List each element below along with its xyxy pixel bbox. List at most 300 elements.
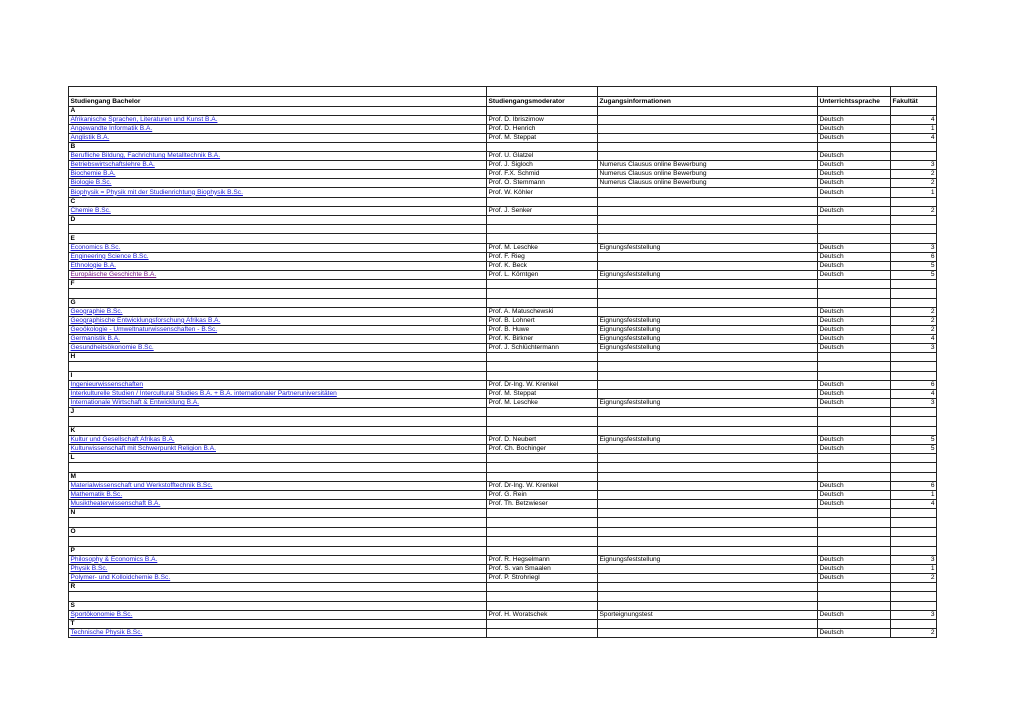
access-cell: Eignungsfeststellung — [598, 334, 818, 343]
faculty-cell: 2 — [891, 573, 937, 582]
moderator-cell: Prof. O. Stemmann — [487, 179, 598, 188]
program-cell — [69, 564, 487, 573]
program-link[interactable]: Economics B.Sc. — [70, 243, 121, 251]
moderator-cell: Prof. B. Huwe — [487, 325, 598, 334]
moderator-cell: Prof. J. Senker — [487, 206, 598, 215]
moderator-cell: Prof. Th. Betzwieser — [487, 500, 598, 509]
program-cell — [69, 435, 487, 444]
empty-cell — [891, 197, 937, 206]
letter-row — [69, 426, 937, 435]
empty-cell — [891, 601, 937, 610]
empty-cell — [818, 298, 891, 307]
moderator-cell: Prof. H. Woratschek — [487, 610, 598, 619]
empty-cell — [487, 408, 598, 417]
empty-cell — [487, 527, 598, 536]
spacer-row — [69, 463, 937, 473]
faculty-cell: 2 — [891, 170, 937, 179]
empty-cell — [487, 546, 598, 555]
faculty-cell: 2 — [891, 179, 937, 188]
program-cell — [69, 316, 487, 325]
empty-cell — [891, 279, 937, 288]
program-link[interactable]: Philosophy & Economics B.A. — [70, 555, 158, 563]
letter-heading: A — [69, 106, 487, 115]
language-cell: Deutsch — [818, 628, 891, 637]
program-cell — [69, 161, 487, 170]
program-cell — [69, 573, 487, 582]
table-row — [69, 252, 937, 261]
empty-cell — [891, 224, 937, 234]
moderator-cell: Prof. Dr-Ing. W. Krenkel — [487, 380, 598, 389]
empty-cell — [818, 518, 891, 528]
access-cell — [598, 252, 818, 261]
faculty-cell: 4 — [891, 390, 937, 399]
language-cell: Deutsch — [818, 243, 891, 252]
language-cell: Deutsch — [818, 491, 891, 500]
letter-heading: O — [69, 527, 487, 536]
language-cell: Deutsch — [818, 344, 891, 353]
empty-cell — [818, 106, 891, 115]
faculty-cell: 1 — [891, 491, 937, 500]
empty-cell — [69, 537, 487, 547]
empty-cell — [598, 509, 818, 518]
program-cell — [69, 252, 487, 261]
empty-cell — [891, 546, 937, 555]
language-cell: Deutsch — [818, 555, 891, 564]
program-cell — [69, 270, 487, 279]
empty-cell — [487, 509, 598, 518]
letter-row — [69, 582, 937, 591]
table-row — [69, 188, 937, 197]
access-cell: Numerus Clausus online Bewerbung — [598, 179, 818, 188]
moderator-cell: Prof. K. Birkner — [487, 334, 598, 343]
empty-cell — [818, 454, 891, 463]
program-link[interactable]: Geoökologie - Umweltnaturwissenschaften - B.Sc. — [70, 325, 218, 333]
empty-cell — [487, 288, 598, 298]
empty-cell — [598, 197, 818, 206]
language-cell: Deutsch — [818, 124, 891, 133]
language-cell: Deutsch — [818, 307, 891, 316]
empty-cell — [598, 527, 818, 536]
access-cell — [598, 115, 818, 124]
faculty-cell: 5 — [891, 270, 937, 279]
access-cell — [598, 261, 818, 270]
empty-cell — [598, 592, 818, 602]
faculty-cell: 5 — [891, 445, 937, 454]
letter-heading: T — [69, 619, 487, 628]
program-link[interactable]: Musiktheaterwissenschaft B.A. — [70, 500, 161, 508]
empty-cell — [487, 601, 598, 610]
table-row — [69, 628, 937, 637]
empty-cell — [487, 353, 598, 362]
moderator-cell: Prof. J. Schlüchtermann — [487, 344, 598, 353]
table-row — [69, 500, 937, 509]
letter-row — [69, 234, 937, 243]
empty-cell — [598, 362, 818, 372]
program-link[interactable]: Angewandte Informatik B.A. — [70, 124, 153, 132]
table-row — [69, 270, 937, 279]
program-cell — [69, 243, 487, 252]
program-cell — [69, 445, 487, 454]
empty-cell — [598, 353, 818, 362]
access-cell — [598, 188, 818, 197]
letter-heading: R — [69, 582, 487, 591]
empty-cell — [891, 582, 937, 591]
moderator-cell: Prof. W. Köhler — [487, 188, 598, 197]
language-cell: Deutsch — [818, 500, 891, 509]
language-cell: Deutsch — [818, 610, 891, 619]
empty-cell — [818, 426, 891, 435]
program-link[interactable]: Kultur und Gesellschaft Afrikas B.A. — [70, 436, 175, 444]
moderator-cell: Prof. Ch. Bochinger — [487, 445, 598, 454]
table-row — [69, 307, 937, 316]
empty-cell — [818, 592, 891, 602]
empty-cell — [818, 279, 891, 288]
faculty-cell: 2 — [891, 206, 937, 215]
language-cell: Deutsch — [818, 170, 891, 179]
program-link[interactable]: Engineering Science B.Sc. — [70, 252, 149, 260]
table-row — [69, 243, 937, 252]
empty-cell — [598, 408, 818, 417]
empty-cell — [598, 371, 818, 380]
empty-cell — [487, 142, 598, 151]
empty-cell — [818, 537, 891, 547]
empty-cell — [818, 224, 891, 234]
empty-cell — [818, 601, 891, 610]
language-cell: Deutsch — [818, 133, 891, 142]
program-cell — [69, 491, 487, 500]
access-cell: Eignungsfeststellung — [598, 325, 818, 334]
program-cell — [69, 481, 487, 490]
empty-cell — [891, 463, 937, 473]
program-link[interactable]: Biochemie B.A. — [70, 170, 116, 178]
faculty-cell: 6 — [891, 380, 937, 389]
letter-row — [69, 601, 937, 610]
table-row — [69, 170, 937, 179]
letter-heading: I — [69, 371, 487, 380]
program-link[interactable]: Biophysik = Physik mit der Studienrichtung Biophysik B.Sc. — [70, 188, 243, 196]
empty-cell — [598, 454, 818, 463]
language-cell: Deutsch — [818, 179, 891, 188]
faculty-cell: 3 — [891, 344, 937, 353]
empty-cell — [891, 106, 937, 115]
spacer-row — [69, 518, 937, 528]
program-cell — [69, 152, 487, 161]
table-row — [69, 344, 937, 353]
empty-cell — [891, 426, 937, 435]
empty-cell — [598, 298, 818, 307]
faculty-cell: 4 — [891, 133, 937, 142]
program-cell — [69, 390, 487, 399]
program-cell — [69, 344, 487, 353]
spacer-row — [69, 592, 937, 602]
access-cell: Sporteignungstest — [598, 610, 818, 619]
letter-heading: G — [69, 298, 487, 307]
letter-heading: J — [69, 408, 487, 417]
empty-cell — [598, 619, 818, 628]
empty-cell — [487, 279, 598, 288]
access-cell: Eignungsfeststellung — [598, 243, 818, 252]
moderator-cell: Prof. A. Matuschewski — [487, 307, 598, 316]
program-link[interactable]: Ingenieurwissenschaften — [70, 381, 144, 388]
moderator-cell: Prof. D. Henrich — [487, 124, 598, 133]
empty-cell — [891, 298, 937, 307]
empty-cell — [891, 518, 937, 528]
program-link[interactable]: Berufliche Bildung, Fachrichtung Metalltechnik B.A. — [70, 152, 221, 160]
letter-row — [69, 619, 937, 628]
spacer-row — [69, 417, 937, 427]
table-row — [69, 445, 937, 454]
program-link[interactable]: Gesundheitsökonomie B.Sc. — [70, 344, 154, 352]
access-cell — [598, 133, 818, 142]
access-cell — [598, 628, 818, 637]
empty-cell — [598, 546, 818, 555]
empty-cell — [818, 353, 891, 362]
empty-cell — [891, 592, 937, 602]
empty-cell — [487, 215, 598, 224]
moderator-cell — [487, 628, 598, 637]
table-row — [69, 610, 937, 619]
letter-row — [69, 142, 937, 151]
empty-cell — [598, 472, 818, 481]
access-cell: Eignungsfeststellung — [598, 555, 818, 564]
language-cell: Deutsch — [818, 445, 891, 454]
moderator-cell: Prof. Dr-Ing. W. Krenkel — [487, 481, 598, 490]
program-link[interactable]: Europäische Geschichte B.A. — [70, 270, 157, 278]
moderator-cell: Prof. J. Sigloch — [487, 161, 598, 170]
empty-cell — [487, 234, 598, 243]
access-cell — [598, 152, 818, 161]
access-cell: Numerus Clausus online Bewerbung — [598, 170, 818, 179]
moderator-cell: Prof. D. Neubert — [487, 435, 598, 444]
faculty-cell: 2 — [891, 307, 937, 316]
empty-cell — [598, 463, 818, 473]
empty-cell — [818, 362, 891, 372]
program-link[interactable]: Sportökonomie B.Sc. — [70, 610, 133, 618]
table-row — [69, 564, 937, 573]
empty-cell — [818, 234, 891, 243]
language-cell: Deutsch — [818, 564, 891, 573]
spacer-row — [69, 288, 937, 298]
letter-heading: M — [69, 472, 487, 481]
program-link[interactable]: Materialwissenschaft und Werkstofftechnik B.Sc. — [70, 482, 213, 490]
program-link[interactable]: Mathematik B.Sc. — [70, 491, 123, 499]
header-faculty: Fakultät — [891, 96, 937, 106]
spacer-row — [69, 224, 937, 234]
program-link[interactable]: Geographische Entwicklungsforschung Afrikas B.A. — [70, 316, 221, 324]
program-link[interactable]: Geographie B.Sc. — [70, 307, 123, 315]
language-cell: Deutsch — [818, 325, 891, 334]
table-row — [69, 435, 937, 444]
header-access: Zugangsinformationen — [598, 96, 818, 106]
empty-cell — [487, 417, 598, 427]
empty-cell — [818, 527, 891, 536]
empty-cell — [818, 288, 891, 298]
empty-cell — [598, 426, 818, 435]
letter-row — [69, 509, 937, 518]
table-row — [69, 316, 937, 325]
empty-cell — [818, 142, 891, 151]
access-cell: Eignungsfeststellung — [598, 344, 818, 353]
empty-cell — [69, 417, 487, 427]
program-link[interactable]: Biologie B.Sc. — [70, 179, 112, 187]
empty-cell — [487, 619, 598, 628]
program-link[interactable]: Interkulturelle Studien / Intercultural Studies B.A. + B.A. internationaler Partneruniversitäten — [70, 390, 337, 398]
faculty-cell: 1 — [891, 124, 937, 133]
letter-row — [69, 472, 937, 481]
empty-cell — [487, 582, 598, 591]
empty-cell — [598, 537, 818, 547]
program-link[interactable]: Anglistik B.A. — [70, 133, 110, 141]
moderator-cell: Prof. U. Glatzel — [487, 152, 598, 161]
empty-cell — [487, 362, 598, 372]
empty-cell — [598, 224, 818, 234]
faculty-cell: 3 — [891, 610, 937, 619]
language-cell: Deutsch — [818, 435, 891, 444]
program-cell — [69, 628, 487, 637]
empty-cell — [818, 371, 891, 380]
table-row — [69, 261, 937, 270]
faculty-cell: 6 — [891, 481, 937, 490]
faculty-cell: 3 — [891, 399, 937, 408]
faculty-cell: 5 — [891, 261, 937, 270]
empty-cell — [891, 215, 937, 224]
empty-cell — [891, 527, 937, 536]
letter-heading: N — [69, 509, 487, 518]
faculty-cell: 3 — [891, 555, 937, 564]
bachelor-programs-table — [68, 86, 937, 638]
empty-cell — [598, 417, 818, 427]
empty-cell — [598, 234, 818, 243]
empty-cell — [487, 472, 598, 481]
table-row — [69, 491, 937, 500]
moderator-cell: Prof. R. Hegselmann — [487, 555, 598, 564]
faculty-cell — [891, 152, 937, 161]
empty-cell — [487, 197, 598, 206]
moderator-cell: Prof. L. Körntgen — [487, 270, 598, 279]
spreadsheet-page — [68, 86, 936, 638]
program-link[interactable]: Ethnologie B.A. — [70, 261, 116, 269]
program-cell — [69, 124, 487, 133]
moderator-cell: Prof. S. van Smaalen — [487, 564, 598, 573]
access-cell — [598, 206, 818, 215]
moderator-cell: Prof. D. Ibriszimow — [487, 115, 598, 124]
letter-row — [69, 371, 937, 380]
empty-cell — [598, 142, 818, 151]
access-cell — [598, 445, 818, 454]
letter-heading: E — [69, 234, 487, 243]
empty-cell — [818, 408, 891, 417]
empty-cell — [818, 619, 891, 628]
moderator-cell: Prof. M. Steppat — [487, 390, 598, 399]
spacer-row — [69, 362, 937, 372]
language-cell: Deutsch — [818, 399, 891, 408]
table-row — [69, 179, 937, 188]
program-link[interactable]: Internationale Wirtschaft & Entwicklung B.A. — [70, 399, 200, 407]
access-cell: Numerus Clausus online Bewerbung — [598, 161, 818, 170]
language-cell: Deutsch — [818, 316, 891, 325]
empty-cell — [487, 426, 598, 435]
empty-cell — [487, 537, 598, 547]
empty-cell — [818, 546, 891, 555]
empty-cell — [818, 463, 891, 473]
empty-cell — [69, 518, 487, 528]
access-cell — [598, 380, 818, 389]
access-cell — [598, 564, 818, 573]
language-cell: Deutsch — [818, 152, 891, 161]
program-link[interactable]: Germanistik B.A. — [70, 335, 120, 343]
empty-cell — [891, 408, 937, 417]
access-cell: Eignungsfeststellung — [598, 270, 818, 279]
program-cell — [69, 334, 487, 343]
letter-heading: K — [69, 426, 487, 435]
letter-row — [69, 197, 937, 206]
empty-cell — [891, 454, 937, 463]
program-link[interactable]: Physik B.Sc. — [70, 564, 108, 572]
program-cell — [69, 170, 487, 179]
program-link[interactable]: Polymer- und Kolloidchemie B.Sc. — [70, 573, 171, 581]
letter-row — [69, 527, 937, 536]
language-cell: Deutsch — [818, 380, 891, 389]
empty-cell — [891, 619, 937, 628]
empty-cell — [487, 463, 598, 473]
header-row — [69, 96, 937, 106]
table-row — [69, 380, 937, 389]
access-cell: Eignungsfeststellung — [598, 435, 818, 444]
letter-row — [69, 298, 937, 307]
faculty-cell: 5 — [891, 435, 937, 444]
faculty-cell: 3 — [891, 243, 937, 252]
table-row — [69, 325, 937, 334]
top-spacer-row — [69, 87, 937, 97]
letter-heading: S — [69, 601, 487, 610]
empty-cell — [891, 509, 937, 518]
letter-row — [69, 546, 937, 555]
program-link[interactable]: Afrikanische Sprachen, Literaturen und Kunst B.A. — [70, 115, 218, 123]
language-cell: Deutsch — [818, 161, 891, 170]
empty-cell — [891, 362, 937, 372]
table-row — [69, 133, 937, 142]
program-link[interactable]: Kulturwissenschaft mit Schwerpunkt Religion B.A. — [70, 445, 216, 453]
program-cell — [69, 325, 487, 334]
faculty-cell: 1 — [891, 564, 937, 573]
moderator-cell: Prof. P. Strohriegl — [487, 573, 598, 582]
faculty-cell: 2 — [891, 316, 937, 325]
program-link[interactable]: Technische Physik B.Sc. — [70, 629, 143, 637]
empty-cell — [598, 518, 818, 528]
header-language: Unterrichtssprache — [818, 96, 891, 106]
empty-cell — [818, 417, 891, 427]
empty-cell — [891, 288, 937, 298]
program-cell — [69, 610, 487, 619]
empty-cell — [598, 106, 818, 115]
letter-heading: F — [69, 279, 487, 288]
letter-heading: L — [69, 454, 487, 463]
language-cell: Deutsch — [818, 334, 891, 343]
program-link[interactable]: Chemie B.Sc. — [70, 206, 111, 214]
moderator-cell: Prof. G. Rein — [487, 491, 598, 500]
empty-cell — [69, 288, 487, 298]
language-cell: Deutsch — [818, 261, 891, 270]
language-cell: Deutsch — [818, 481, 891, 490]
moderator-cell: Prof. B. Lohnert — [487, 316, 598, 325]
moderator-cell: Prof. M. Leschke — [487, 399, 598, 408]
empty-cell — [818, 509, 891, 518]
empty-cell — [891, 142, 937, 151]
empty-cell — [891, 371, 937, 380]
program-link[interactable]: Betriebswirtschaftslehre B.A. — [70, 161, 155, 169]
empty-cell — [487, 298, 598, 307]
table-row — [69, 124, 937, 133]
